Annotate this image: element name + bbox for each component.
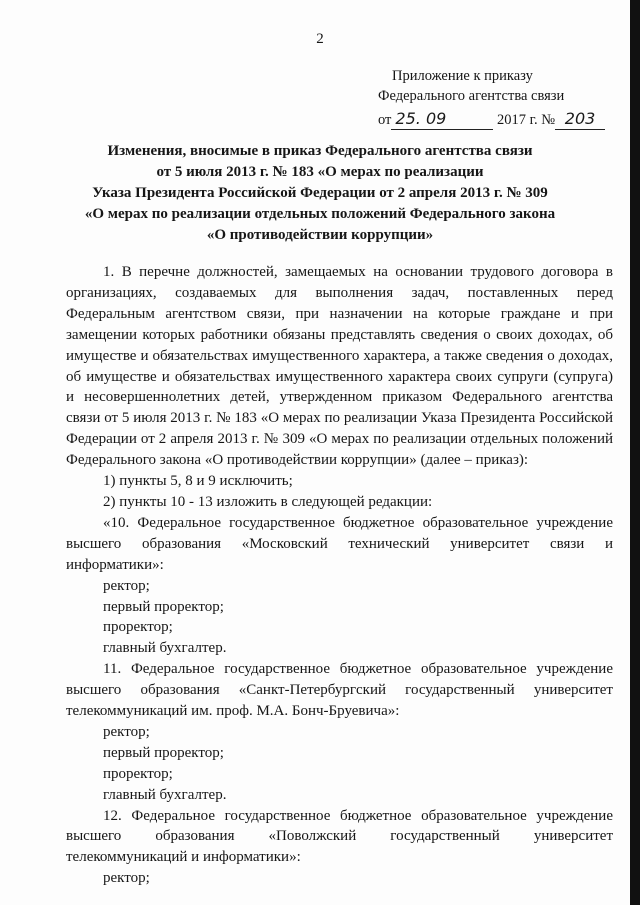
appendix-block	[378, 66, 608, 130]
title-line: Изменения, вносимые в приказ Федерального агентства связи	[107, 143, 533, 159]
handwritten-date: 25. 09	[391, 109, 493, 130]
post-item: главный бухгалтер.	[103, 786, 227, 803]
title-line: Указа Президента Российской Федерации от 2 апреля 2013 г. № 309	[92, 185, 548, 201]
post-item: проректор;	[103, 619, 173, 636]
post-item: ректор;	[103, 870, 150, 887]
handwritten-number: 203	[555, 109, 605, 130]
post-item: проректор;	[103, 765, 173, 782]
post-item: ректор;	[103, 723, 150, 740]
post-item: главный бухгалтер.	[103, 640, 227, 657]
paragraph-1: 1. В перечне должностей, замещаемых на основании трудового договора в организациях, создаваемых для выполнения задач, поставленных перед Федеральным агентством связи, при назначении на которые граждане и при замещении которых работники обязаны представлять сведения о своих доходах, об имуществе и обязательствах имущественного характера, а также сведения о доходах, об имуществе и обязательствах имущественного характера своих супруги (супруга) и несовершеннолетних детей, утвержденном приказом Федерального агентства связи от 5 июля 2013 г. № 183 «О мерах по реализации Указа Президента Российской Федерации от 2 апреля 2013 г. № 309 «О мерах по реализации отдельных положений Федерального закона «О противодействии коррупции» (далее – приказ):	[66, 264, 613, 469]
post-item: первый проректор;	[103, 598, 224, 615]
list-item: 2) пункты 10 - 13 изложить в следующей редакции:	[103, 493, 433, 510]
org-paragraph-10: «10. Федеральное государственное бюджетное образовательное учреждение высшего образования «Московский технический университет связи и информатики»:	[66, 514, 613, 573]
year-text: 2017 г. №	[497, 112, 556, 128]
document-body	[66, 262, 613, 889]
post-item: первый проректор;	[103, 744, 224, 761]
appendix-line-2: Федерального агентства связи	[378, 88, 565, 104]
list-item: 1) пункты 5, 8 и 9 исключить;	[103, 473, 293, 490]
post-item: ректор;	[103, 577, 150, 594]
appendix-date-line	[378, 109, 608, 130]
org-paragraph-12: 12. Федеральное государственное бюджетное образовательное учреждение высшего образования «Поволжский государственный университет телекоммуникаций и информатики»:	[66, 807, 613, 866]
document-title	[40, 141, 600, 246]
page-number: 2	[316, 31, 324, 47]
date-prefix: от	[378, 112, 392, 128]
title-line: от 5 июля 2013 г. № 183 «О мерах по реализации	[156, 164, 484, 180]
title-line: «О мерах по реализации отдельных положений Федерального закона	[84, 206, 556, 222]
scan-edge-shadow	[630, 0, 640, 905]
appendix-line-1: Приложение к приказу	[392, 68, 533, 84]
title-line: «О противодействии коррупции»	[206, 227, 434, 243]
org-paragraph-11: 11. Федеральное государственное бюджетное образовательное учреждение высшего образования «Санкт-Петербургский государственный университет телекоммуникаций им. проф. М.А. Бонч-Бруевича»:	[66, 661, 613, 720]
